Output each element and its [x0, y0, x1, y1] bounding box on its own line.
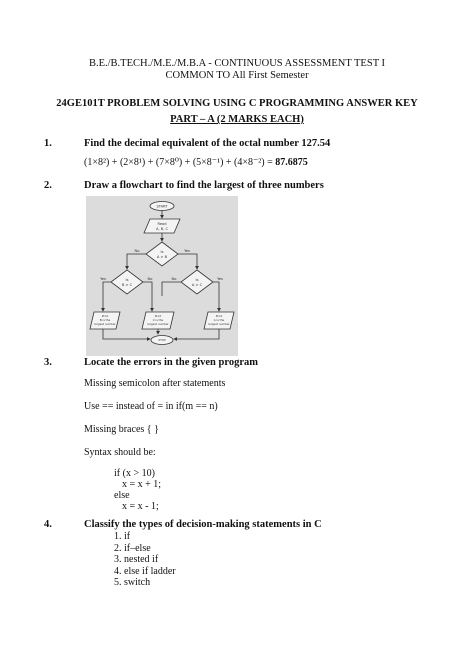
code-line-4: x = x - 1; — [122, 501, 159, 512]
code-line-3: else — [114, 490, 130, 501]
document-title: 24GE101T PROBLEM SOLVING USING C PROGRAMMING ANSWER KEY — [56, 98, 418, 109]
print-a-label-2: A is the — [213, 318, 225, 322]
question-2-text: Draw a flowchart to find the largest of three numbers — [84, 180, 324, 191]
decision-a-gt-b — [146, 242, 178, 266]
exam-header-line2: COMMON TO All First Semester — [165, 70, 309, 81]
question-1-number: 1. — [44, 138, 52, 149]
cond2-label-1: Is — [125, 278, 129, 282]
question-4-text: Classify the types of decision-making statements in C — [84, 519, 322, 530]
answer-result: 87.6875 — [275, 157, 308, 168]
cond1-label-1: Is — [160, 250, 164, 254]
cond1-label-2: A > B — [156, 255, 168, 259]
list-item: 3. nested if — [114, 554, 159, 566]
read-label-1: Read — [157, 222, 167, 226]
cond1-yes-label: Yes — [184, 249, 190, 253]
print-b-label-2: B is the — [99, 318, 111, 322]
print-c-label-2: C is the — [152, 318, 164, 322]
list-item: 4. else if ladder — [114, 565, 176, 577]
question-2-number: 2. — [44, 180, 52, 191]
code-line-1: if (x > 10) — [114, 468, 155, 479]
print-a-label-3: largest number — [208, 322, 230, 326]
cond3-label-2: A > C — [191, 283, 203, 287]
print-c-label-3: largest number — [147, 322, 169, 326]
error-line-4: Syntax should be: — [84, 447, 156, 458]
error-line-3: Missing braces { } — [84, 424, 159, 435]
list-item: 2. if–else — [114, 542, 151, 554]
list-item: 5. switch — [114, 577, 151, 589]
print-b-label-3: largest number — [94, 322, 116, 326]
error-line-1: Missing semicolon after statements — [84, 378, 226, 389]
list-item: 1. if — [114, 531, 131, 542]
part-heading: PART – A (2 MARKS EACH) — [170, 114, 304, 125]
cond2-no-label: No — [147, 277, 153, 281]
cond3-label-1: Is — [195, 278, 199, 282]
print-a-label-1: Print — [215, 314, 223, 318]
decision-a-gt-c — [181, 270, 213, 294]
cond2-label-2: B > C — [121, 283, 133, 287]
question-1-answer — [84, 156, 308, 169]
cond3-no-label: No — [171, 277, 177, 281]
question-4-number: 4. — [44, 519, 52, 530]
question-1-text: Find the decimal equivalent of the octal number 127.54 — [84, 138, 331, 149]
stop-label: STOP — [158, 338, 166, 342]
error-line-2: Use == instead of = in if(m == n) — [84, 401, 218, 412]
answer-expression: (1×8²) + (2×8¹) + (7×8⁰) + (5×8⁻¹) + (4×8⁻²) = — [84, 157, 276, 168]
code-line-2: x = x + 1; — [122, 479, 162, 490]
flowchart-diagram — [86, 196, 238, 356]
cond3-yes-label: Yes — [217, 277, 223, 281]
start-label: START — [156, 204, 168, 209]
decision-b-gt-c — [111, 270, 143, 294]
flowchart-image — [86, 196, 238, 356]
exam-header-line1: B.E./B.TECH./M.E./M.B.A - CONTINUOUS ASSESSMENT TEST I — [88, 58, 386, 69]
question-3-number: 3. — [44, 357, 52, 368]
cond1-no-label: No — [134, 249, 140, 253]
decision-types-list — [114, 531, 176, 589]
print-b-label-1: Print — [101, 314, 109, 318]
read-label-2: A, B, C — [155, 227, 169, 231]
cond2-yes-label: Yes — [100, 277, 106, 281]
question-3-text: Locate the errors in the given program — [84, 357, 258, 368]
print-c-label-1: Print — [154, 314, 162, 318]
